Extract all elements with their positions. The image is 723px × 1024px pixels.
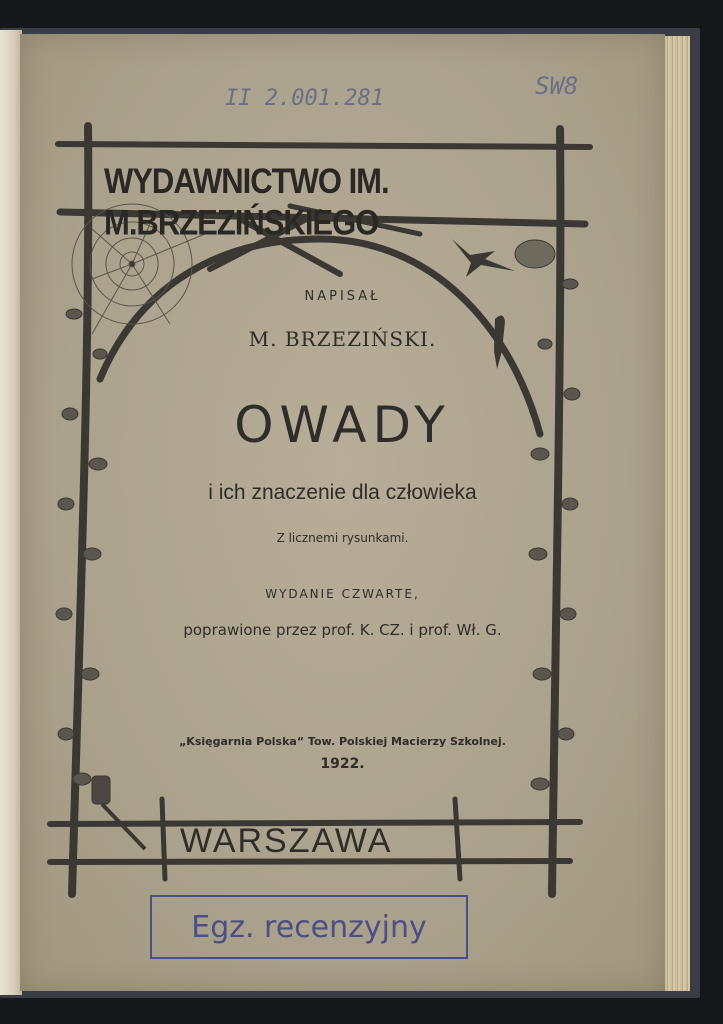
edition-line: WYDANIE CZWARTE, bbox=[265, 587, 420, 601]
lamp-icon bbox=[92, 776, 145, 849]
book-title: OWADY bbox=[234, 396, 451, 454]
illustrations-note: Z licznemi rysunkami. bbox=[276, 531, 409, 545]
review-copy-stamp: Egz. recenzyjny bbox=[150, 895, 468, 959]
book-subtitle: i ich znaczenie dla człowieka bbox=[208, 481, 477, 504]
imprint-publisher: „Księgarnia Polska“ Tow. Polskiej Macierzy Szkolnej. bbox=[179, 735, 506, 748]
city-name: WARSZAWA bbox=[180, 822, 393, 860]
author-name: M. BRZEZIŃSKI. bbox=[248, 327, 437, 351]
revised-by-line: poprawione przez prof. K. CZ. i prof. Wł. G. bbox=[183, 621, 502, 639]
pencil-corner-number: SW8 bbox=[535, 72, 579, 100]
publisher-band: WYDAWNICTWO IM. M.BRZEZIŃSKIEGO bbox=[104, 161, 389, 243]
publication-year: 1922. bbox=[320, 756, 365, 772]
pencil-catalog-number: II 2.001.281 bbox=[225, 86, 384, 111]
nest-icon bbox=[515, 240, 555, 268]
title-page bbox=[20, 34, 665, 991]
binding-spine-strip bbox=[0, 30, 22, 995]
author-label: NAPISAŁ bbox=[304, 289, 381, 304]
